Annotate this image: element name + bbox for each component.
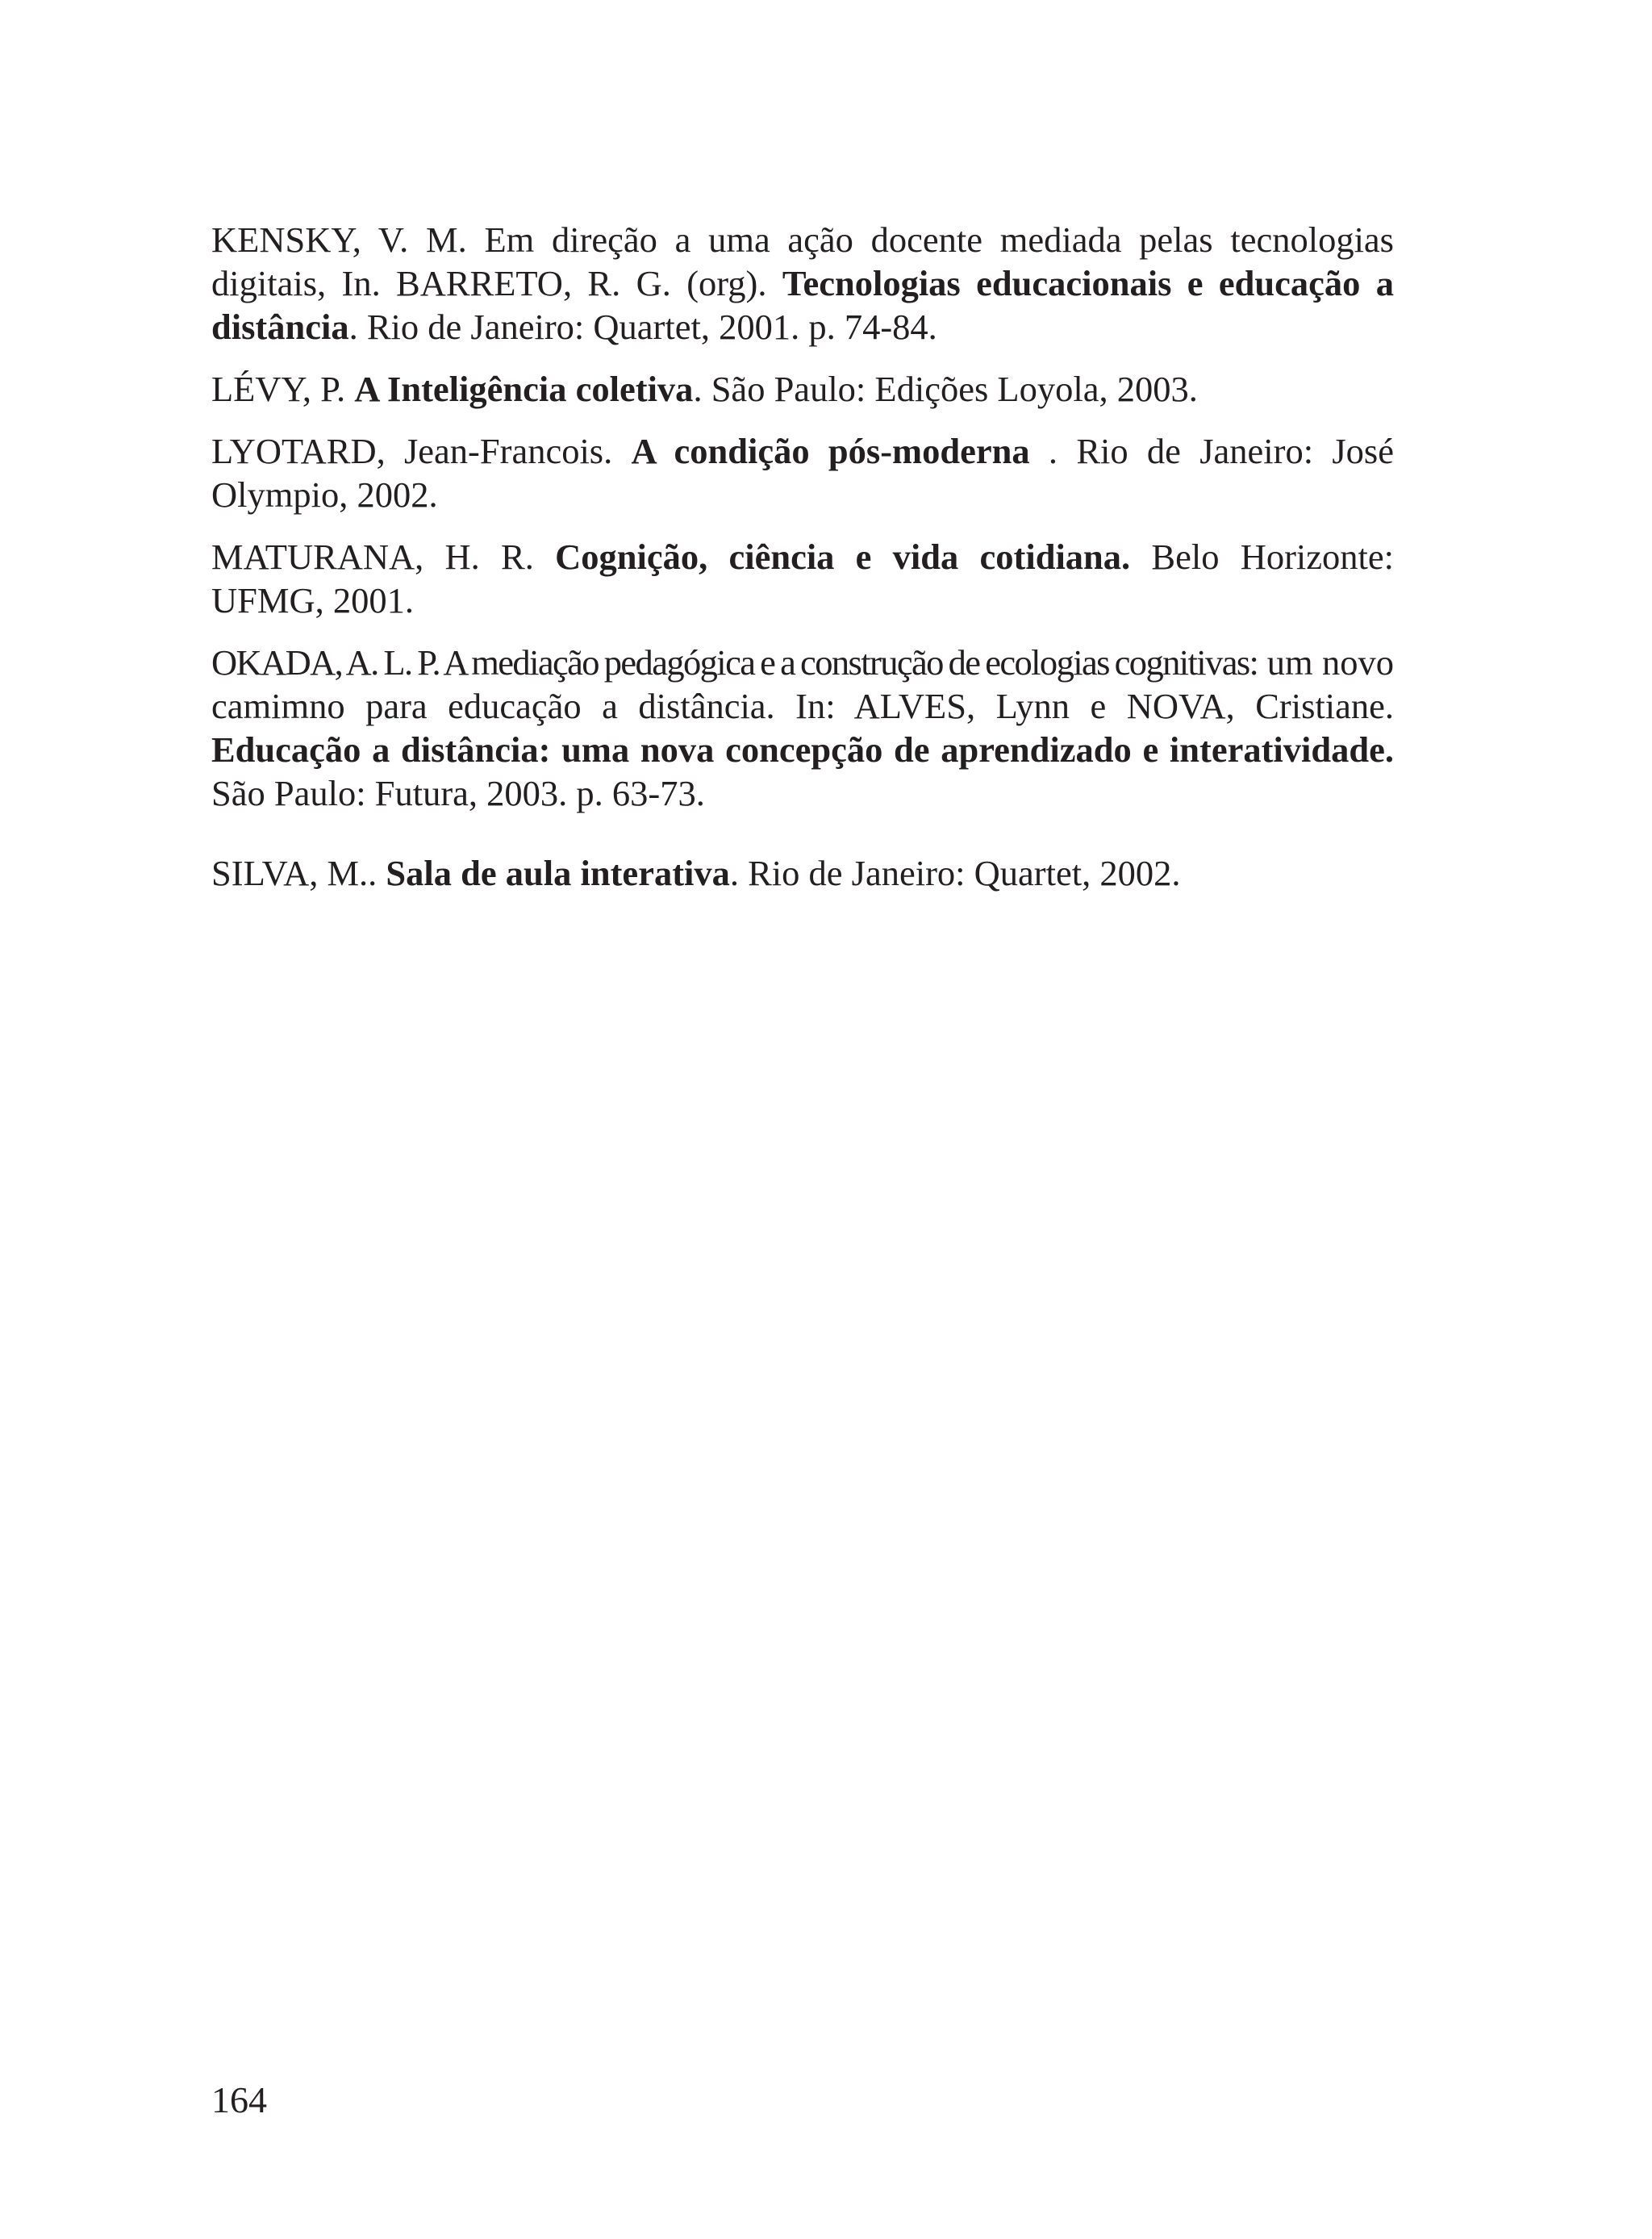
reference-silva-publication: . Rio de Janeiro: Quartet, 2002. xyxy=(729,853,1181,893)
reference-kensky-author: KENSKY, V. M. Em direção a uma ação docente mediada pelas tecnologias digitais, In. BARRETO, R. G. (org). xyxy=(211,219,1394,303)
reference-levy xyxy=(211,367,1394,411)
reference-lyotard-author: LYOTARD, Jean-Francois. xyxy=(211,431,632,471)
reference-lyotard xyxy=(211,429,1394,516)
reference-okada-publication: São Paulo: Futura, 2003. p. 63-73. xyxy=(211,773,705,813)
reference-okada-title: Educação a distância: uma nova concepção de aprendizado e interatividade. xyxy=(211,729,1394,770)
reference-kensky xyxy=(211,218,1394,349)
reference-levy-author: LÉVY, P. xyxy=(211,369,355,409)
reference-silva-title: Sala de aula interativa xyxy=(386,853,730,893)
reference-okada-first-line: OKADA, A. L. P. A mediação pedagógica e a construção de ecologias cognitivas: xyxy=(211,642,1258,683)
reference-lyotard-publication: . Rio de Janeiro: José Olympio, 2002. xyxy=(211,431,1394,515)
reference-lyotard-title: A condição pós-moderna xyxy=(631,431,1030,471)
reference-maturana-title: Cognição, ciência e vida cotidiana. xyxy=(555,537,1131,577)
reference-okada-author: um novo camimno para educação a distância. In: ALVES, Lynn e NOVA, Cristiane. xyxy=(211,642,1394,726)
reference-maturana-publication: Belo Horizonte: UFMG, 2001. xyxy=(211,537,1395,620)
reference-list xyxy=(211,218,1394,895)
reference-levy-publication: . São Paulo: Edições Loyola, 2003. xyxy=(693,369,1198,409)
reference-kensky-publication: . Rio de Janeiro: Quartet, 2001. p. 74-84. xyxy=(348,307,937,347)
page-number: 164 xyxy=(211,2079,267,2120)
reference-levy-title: A Inteligência coletiva xyxy=(354,369,694,409)
reference-maturana xyxy=(211,535,1394,622)
reference-maturana-author: MATURANA, H. R. xyxy=(211,537,556,577)
reference-kensky-title: Tecnologias educacionais e educação a distância xyxy=(211,263,1394,347)
reference-silva xyxy=(211,851,1394,895)
reference-okada xyxy=(211,641,1394,815)
reference-silva-author: SILVA, M.. xyxy=(211,853,386,893)
